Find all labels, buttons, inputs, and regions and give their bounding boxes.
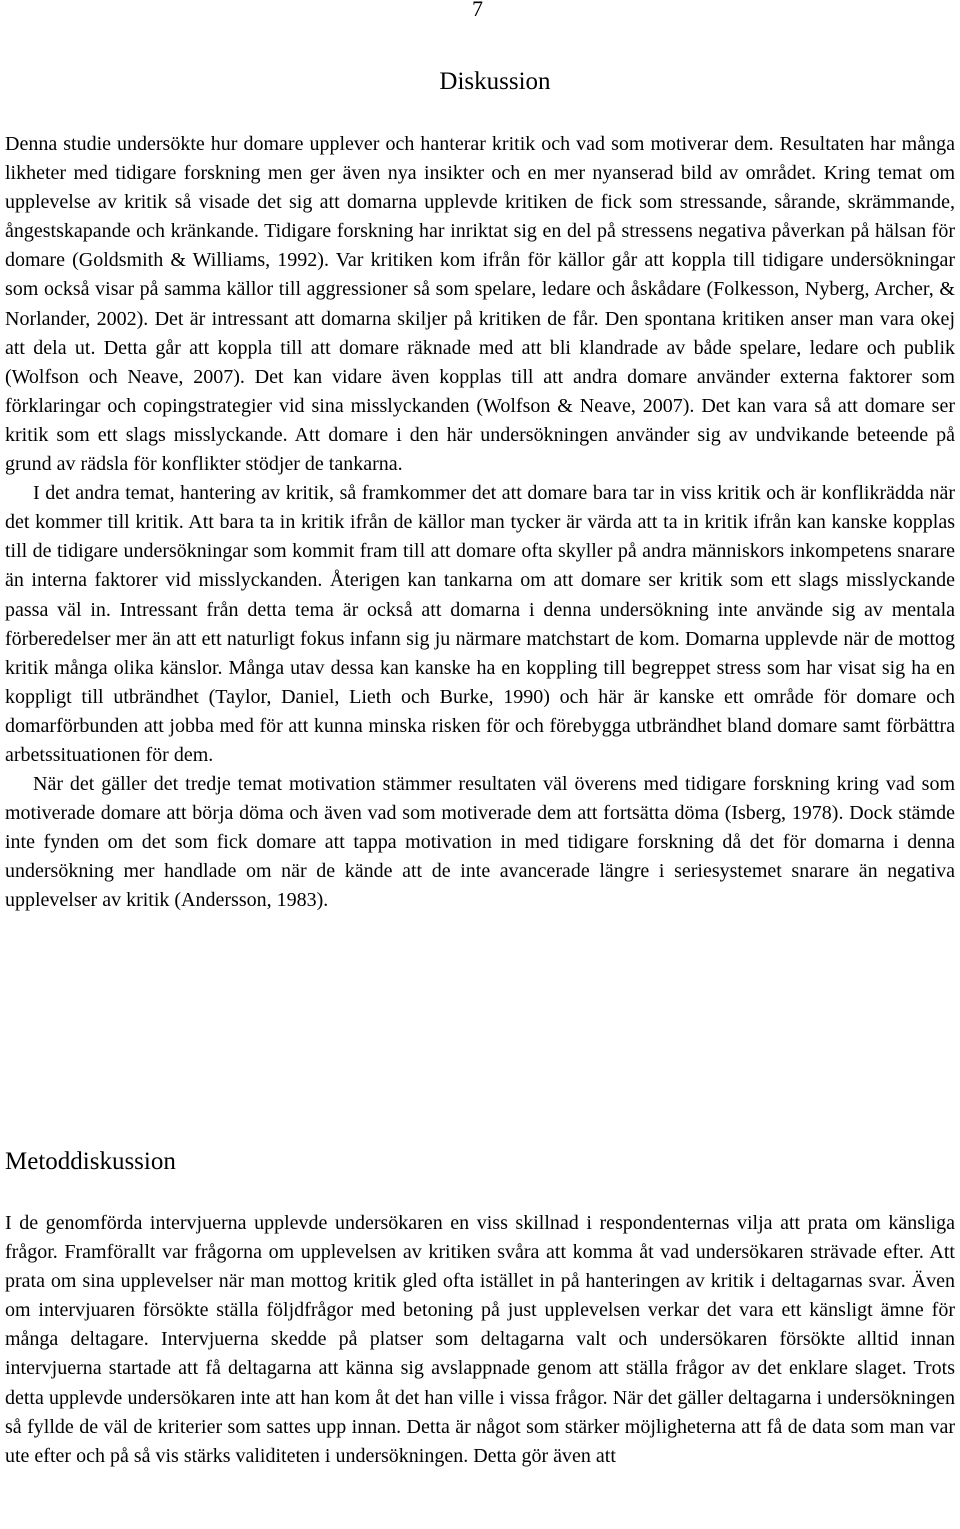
diskussion-paragraph-2: I det andra temat, hantering av kritik, så framkommer det att domare bara tar in viss kritik och är konflikrädda när det kommer till kritik. Att bara ta in kritik ifrån de källor man tycker är värda att ta in kritik ifrån kan kanske kopplas till de tidigare undersökningar som kommit fram till att domare ofta skyller på andra människors inkompetens snarare än interna faktorer vid misslyckanden. Återigen kan tankarna om att domare ser kritik som ett slags misslyckande passa väl in. Intressant från detta tema är också att domarna i denna undersökning inte använde sig av mentala förberedelser mer än att ett naturligt fokus infann sig ju närmare matchstart de kom. Domarna upplevde när de mottog kritik många olika känslor. Många utav dessa kan kanske ha en koppling till begreppet stress som har visat sig ha en koppligt till utbrändhet (Taylor, Daniel, Lieth och Burke, 1990) och här är kanske ett område för domare och domarförbunden att jobba med för att kunna minska risken för och förebygga utbrändhet bland domare samt förbättra arbetssituationen för dem. (5, 482, 955, 766)
metoddiskussion-paragraph-1: I de genomförda intervjuerna upplevde undersökaren en viss skillnad i respondenternas vilja att prata om känsliga frågor. Framförallt var frågorna om upplevelsen av kritiken svåra att komma åt vad undersökaren strävade efter. Att prata om sina upplevelser när man mottog kritik gled ofta istället in på hanteringen av kritik i deltagarnas svar. Även om intervjuaren försökte ställa följdfrågor med betoning på just upplevelsen verkar det vara ett känsligt ämne för många deltagare. Intervjuerna skedde på platser som deltagarna valt och undersökaren försökte alltid innan intervjuerna startade att få deltagarna att känna sig avslappnade genom att ställa frågor av det enklare slaget. Trots detta upplevde undersökaren inte att han kom åt det han ville i vissa frågor. När det gäller deltagarna i undersökningen så fyllde de väl de kriterier som sattes upp innan. Detta är något som stärker möjligheterna att få de data som man var ute efter och på så vis stärks validiteten i undersökningen. Detta gör även att (5, 1212, 955, 1467)
diskussion-body (5, 130, 955, 916)
page-number: 7 (472, 0, 483, 21)
diskussion-paragraph-1: Denna studie undersökte hur domare upplever och hanterar kritik och vad som motiverar dem. Resultaten har många likheter med tidigare forskning men ger även nya insikter och en mer nyanserad bild av området. Kring temat om upplevelse av kritik så visade det sig att domarna upplevde kritiken de fick som stressande, sårande, skrämmande, ångestskapande och kränkande. Tidigare forskning har inriktat sig en del på stressens negativa påverkan på hälsan för domare (Goldsmith & Williams, 1992). Var kritiken kom ifrån för källor går att koppla till tidigare undersökningar som också visar på samma källor till aggressioner så som spelare, ledare och åskådare (Folkesson, Nyberg, Archer, & Norlander, 2002). Det är intressant att domarna skiljer på kritiken de får. Den spontana kritiken anser man vara okej att dela ut. Detta går att koppla till att domare räknade med att bli klandrade av både spelare, ledare och publik (Wolfson och Neave, 2007). Det kan vidare även kopplas till att andra domare använder externa faktorer som förklaringar och copingstrategier vid sina misslyckanden (Wolfson & Neave, 2007). Det kan vara så att domare ser kritik som ett slags misslyckande. Att domare i den här undersökningen använder sig av undvikande beteende på grund av rädsla för konflikter stödjer de tankarna. (5, 133, 955, 476)
metoddiskussion-body (5, 1209, 955, 1471)
section-heading-metoddiskussion: Metoddiskussion (5, 1148, 176, 1175)
diskussion-paragraph-3: När det gäller det tredje temat motivation stämmer resultaten väl överens med tidigare forskning kring vad som motiverade domare att börja döma och även vad som motiverade dem att fortsätta döma (Isberg, 1978). Dock stämde inte fynden om det som fick domare att tappa motivation in med tidigare forskning då det för domarna i denna undersökning mer handlade om när de kände att de inte avancerade längre i seriesystemet snarare än negativa upplevelser av kritik (Andersson, 1983). (5, 773, 955, 912)
section-heading-diskussion: Diskussion (439, 68, 551, 95)
